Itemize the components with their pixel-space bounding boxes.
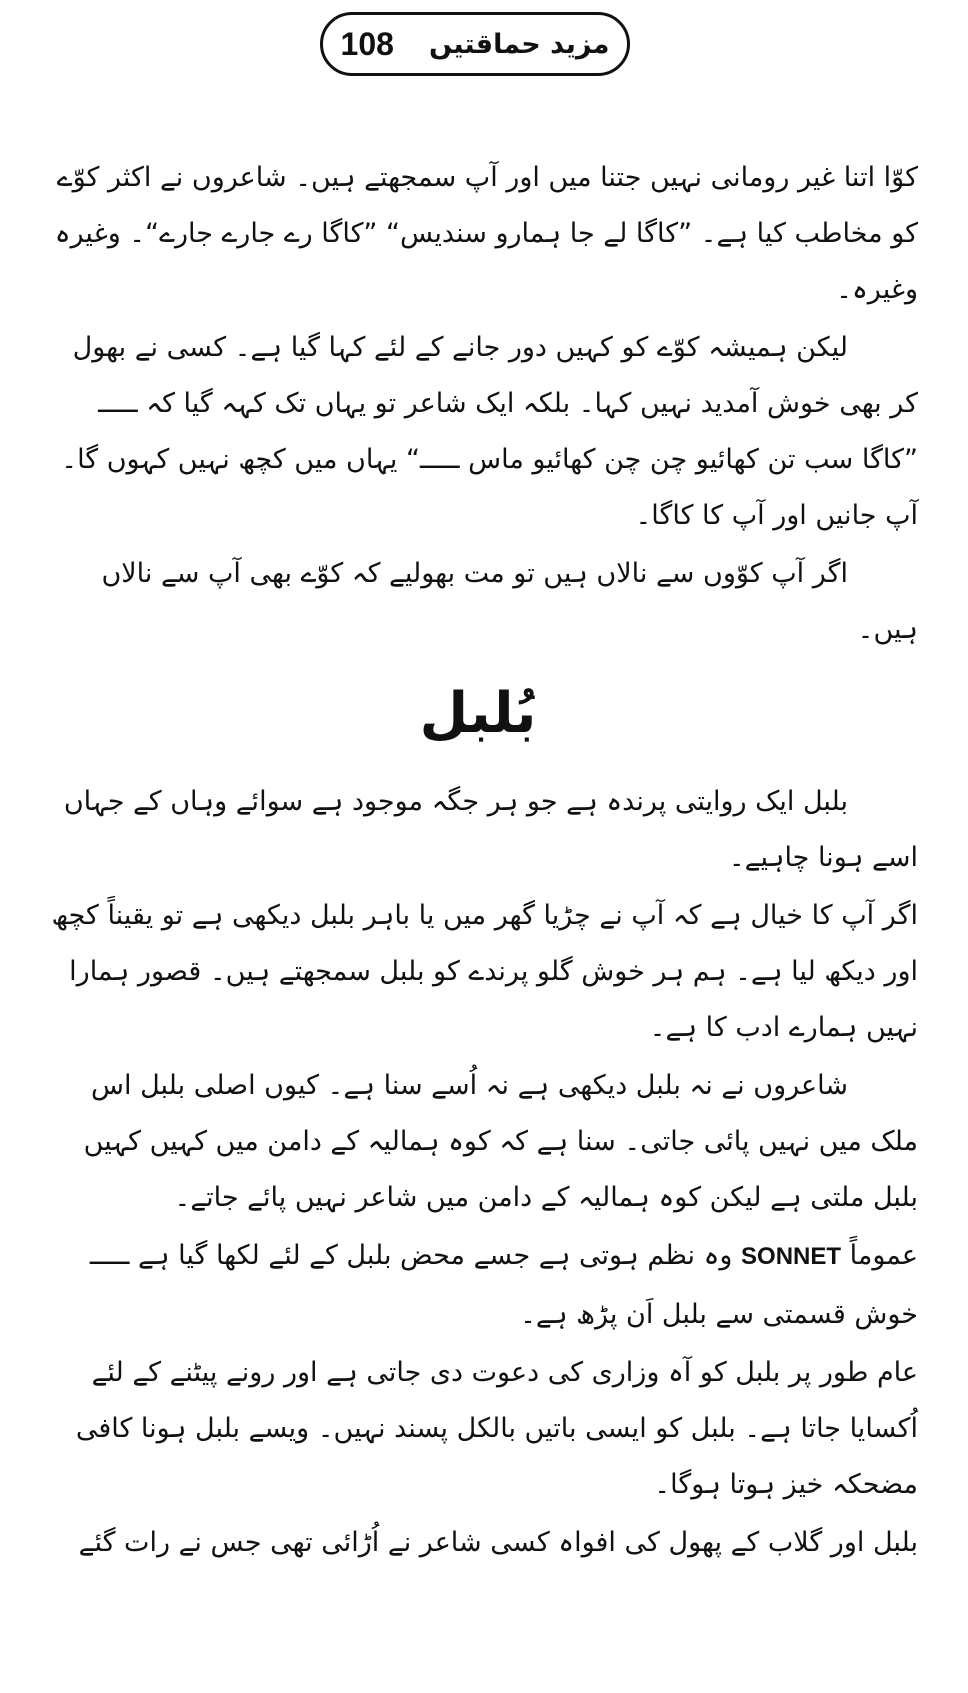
paragraph-bulbul-literacy: خوش قسمتی سے بلبل اَن پڑھ ہے۔ bbox=[520, 1299, 918, 1330]
page-header bbox=[320, 12, 630, 76]
sonnet-after: وہ نظم ہوتی ہے جسے محض بلبل کے لئے لکھا گیا ہے ـــــ bbox=[89, 1240, 733, 1271]
book-title: مزید حماقتیں bbox=[429, 28, 610, 60]
paragraph-crow-grievance: اگر آپ کوّوں سے نالاں ہیں تو مت بھولیے کہ کوّے بھی آپ سے نالاں ہیں۔ bbox=[101, 558, 918, 645]
paragraph-bulbul-lament: عام طور پر بلبل کو آہ وزاری کی دعوت دی جاتی ہے اور رونے پیٹنے کے لئے اُکسایا جاتا ہے۔ بلبل کو ایسی باتیں بالکل پسند نہیں۔ ویسے بلبل ہونا کافی مضحکہ خیز ہوتا ہوگا۔ bbox=[75, 1357, 918, 1500]
page-body bbox=[38, 150, 918, 1573]
sonnet-before: عموماً bbox=[849, 1240, 918, 1271]
paragraph-bulbul-poets: شاعروں نے نہ بلبل دیکھی ہے نہ اُسے سنا ہے۔ کیوں اصلی بلبل اس ملک میں نہیں پائی جاتی۔ سنا ہے کہ کوہ ہمالیہ کے دامن میں کہیں کہیں بلبل ملتی ہے لیکن کوہ ہمالیہ کے دامن میں شاعر نہیں پائے جاتے۔ bbox=[83, 1070, 918, 1213]
paragraph-bulbul-intro: بلبل ایک روایتی پرندہ ہے جو ہر جگہ موجود ہے سوائے وہاں کے جہاں اسے ہونا چاہیے۔ bbox=[63, 786, 918, 873]
paragraph-crow-farewell: لیکن ہمیشہ کوّے کو کہیں دور جانے کے لئے کہا گیا ہے۔ کسی نے بھول کر بھی خوش آمدید نہیں کہا۔ بلکہ ایک شاعر تو یہاں تک کہہ گیا کہ ـــــ ”کاگا سب تن کھائیو چن چن کھائیو ماس ـــــ“ یہاں میں کچھ نہیں کہوں گا۔ آپ جانیں اور آپ کا کاگا۔ bbox=[61, 332, 918, 531]
sonnet-word: SONNET bbox=[741, 1243, 842, 1270]
paragraph-crow-poets: کوّا اتنا غیر رومانی نہیں جتنا میں اور آپ سمجھتے ہیں۔ شاعروں نے اکثر کوّے کو مخاطب کیا ہے۔ ”کاگا لے جا ہمارو سندیس“ ”کاگا رے جارے جارے“۔ وغیرہ وغیرہ۔ bbox=[54, 162, 918, 305]
paragraph-bulbul-rose: بلبل اور گلاب کے پھول کی افواہ کسی شاعر نے اُڑائی تھی جس نے رات گئے bbox=[78, 1527, 918, 1558]
paragraph-sonnet bbox=[38, 1228, 918, 1285]
page-number: 108 bbox=[340, 25, 394, 62]
section-heading-bulbul: بُلبل bbox=[419, 681, 537, 746]
paragraph-bulbul-zoo: اگر آپ کا خیال ہے کہ آپ نے چڑیا گھر میں یا باہر بلبل دیکھی ہے تو یقیناً کچھ اور دیکھ لیا ہے۔ ہم ہر خوش گلو پرندے کو بلبل سمجھتے ہیں۔ قصور ہمارا نہیں ہمارے ادب کا ہے۔ bbox=[51, 900, 918, 1043]
